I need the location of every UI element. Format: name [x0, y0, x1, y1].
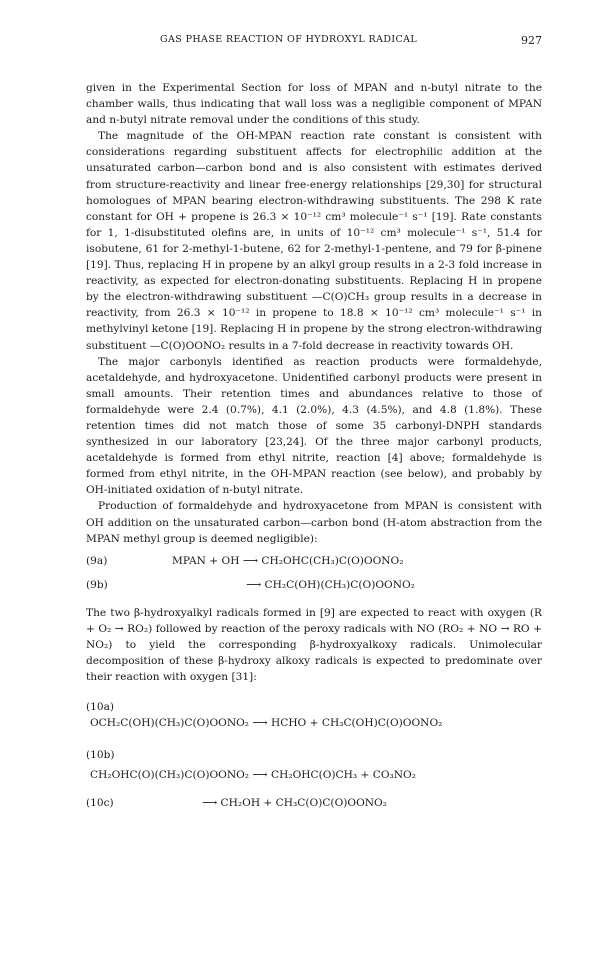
paragraph-5: The two β-hydroxyalkyl radicals formed in [9] are expected to react with oxygen (R + O₂ → RO₂) followed by reaction of the peroxy radicals with NO (RO₂ + NO → RO + NO₂) to yield the corresponding β-hydroxyalkoxy radicals. Unimolecular decomposition of these β-hydroxy alkoxy radicals is expected to predominate over their reaction with oxygen [31]:	[86, 606, 542, 684]
equation-number: (10b)	[86, 749, 115, 762]
equation-expression: MPAN + OH ⟶ CH₂OHC(CH₃)C(O)OONO₂	[172, 554, 404, 567]
equation-expression: ⟶ CH₂C(OH)(CH₃)C(O)OONO₂	[246, 578, 415, 591]
equation-10c	[86, 795, 542, 813]
equation-number: (9a)	[86, 554, 108, 567]
equation-expression: OCH₂C(OH)(CH₃)C(O)OONO₂ ⟶ HCHO + CH₃C(OH)C(O)OONO₂	[90, 717, 443, 730]
running-title: GAS PHASE REACTION OF HYDROXYL RADICAL	[160, 34, 418, 45]
body-text	[86, 80, 542, 813]
page-number: 927	[521, 34, 542, 47]
paragraph-4: Production of formaldehyde and hydroxyacetone from MPAN is consistent with OH addition on the unsaturated carbon—carbon bond (H-atom abstraction from the MPAN methyl group is deemed negligible):	[86, 500, 542, 545]
equation-number: (9b)	[86, 578, 108, 591]
equation-10b	[86, 747, 542, 785]
paragraph-3: The major carbonyls identified as reaction products were formaldehyde, acetaldehyde, and hydroxyacetone. Unidentified carbonyl products were present in small amounts. Their retention times and abundances relative to those of formaldehyde were 2.4 (0.7%), 4.1 (2.0%), 4.3 (4.5%), and 4.8 (1.8%). These retention times did not match those of some 35 carbonyl-DNPH standards synthesized in our laboratory [23,24]. Of the three major carbonyl products, acetaldehyde is formed from ethyl nitrite, reaction [4] above; formaldehyde is formed from ethyl nitrite, in the OH-MPAN reaction (see below), and probably by OH-initiated oxidation of n-butyl nitrate.	[86, 355, 542, 497]
equation-expression: ⟶ CH₂OH + CH₃C(O)C(O)OONO₂	[202, 797, 387, 810]
paragraph-2: The magnitude of the OH-MPAN reaction rate constant is consistent with considerations regarding substituent affects for electrophilic addition at the unsaturated carbon—carbon bond and is also consistent with estimates derived from structure-reactivity and linear free-energy relationships [29,30] for structural homologues of MPAN bearing electron-withdrawing substituents. The 298 K rate constant for OH + propene is 26.3 × 10⁻¹² cm³ molecule⁻¹ s⁻¹ [19]. Rate constants for 1, 1-disubstituted olefins are, in units of 10⁻¹² cm³ molecule⁻¹ s⁻¹, 51.4 for isobutene, 61 for 2-methyl-1-butene, 62 for 2-methyl-1-pentene, and 79 for β-pinene [19]. Thus, replacing H in propene by an alkyl group results in a 2-3 fold increase in reactivity, as expected for electron-donating substituents. Replacing H in propene by the electron-withdrawing substituent —C(O)CH₃ group results in a decrease in reactivity, from 26.3 × 10⁻¹² in propene to 18.8 × 10⁻¹² cm³ molecule⁻¹ s⁻¹ in methylvinyl ketone [19]. Replacing H in propene by the strong electron-withdrawing substituent —C(O)OONO₂ results in a 7-fold decrease in reactivity towards OH.	[86, 130, 542, 352]
equation-group-9	[86, 553, 542, 599]
equation-number: (10c)	[86, 797, 114, 810]
page-header	[86, 34, 542, 50]
equation-number: (10a)	[86, 701, 115, 714]
equation-10a	[86, 699, 542, 733]
paragraph-1: given in the Experimental Section for loss of MPAN and n-butyl nitrate to the chamber walls, thus indicating that wall loss was a negligible component of MPAN and n-butyl nitrate removal under the conditions of this study.	[86, 82, 542, 127]
equation-9b	[86, 577, 542, 599]
equation-expression: CH₂OHC(O)(CH₃)C(O)OONO₂ ⟶ CH₂OHC(O)CH₃ + CO₃NO₂	[90, 769, 416, 782]
equation-9a	[86, 553, 542, 575]
